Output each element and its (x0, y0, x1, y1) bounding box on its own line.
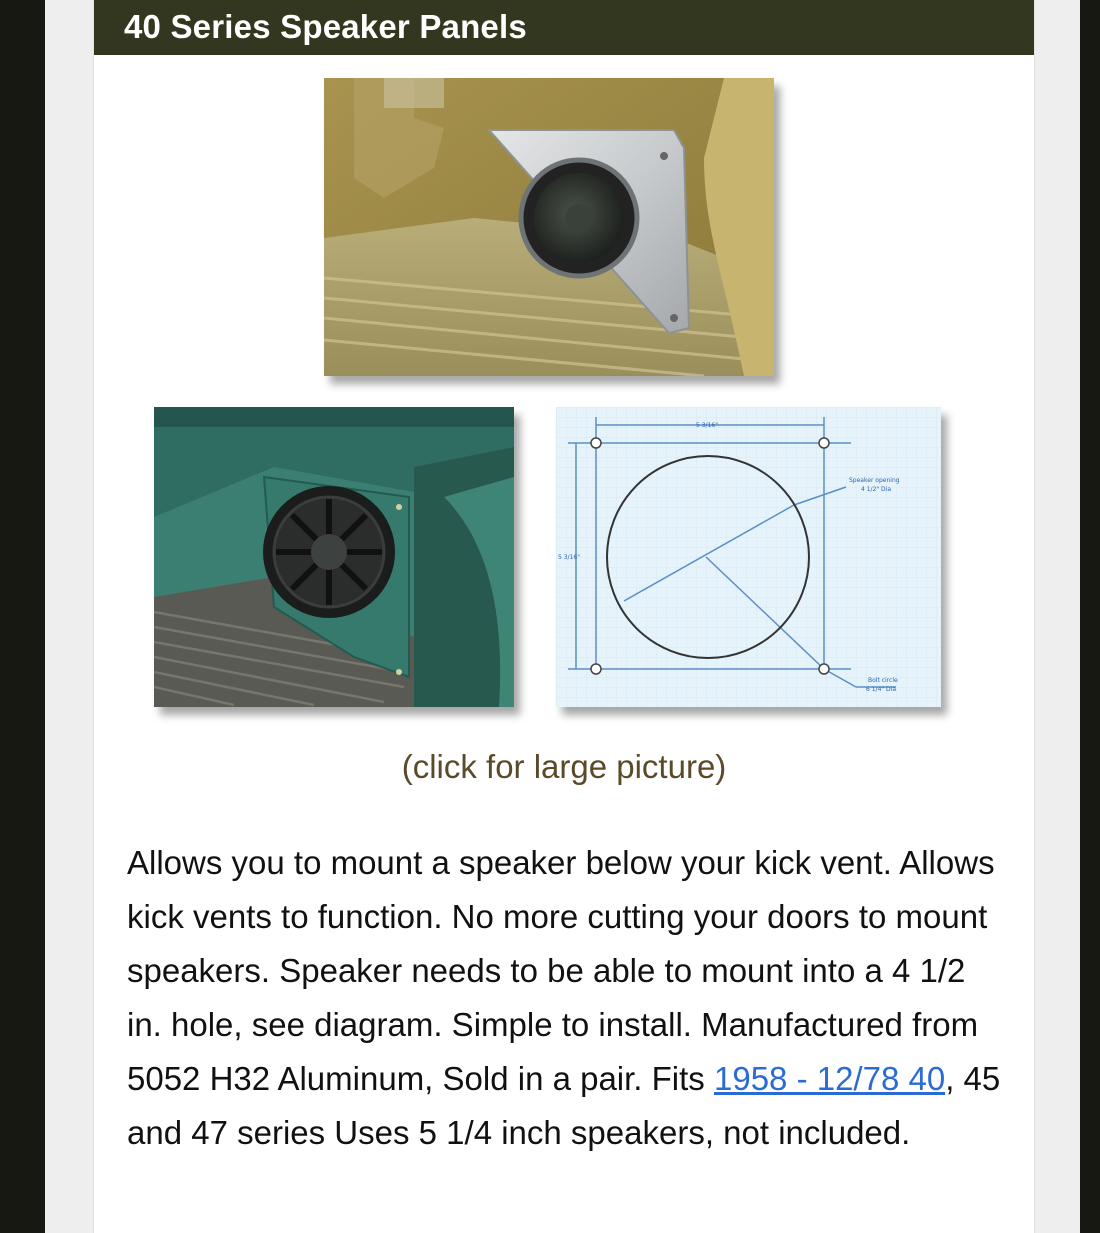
left-photo[interactable] (154, 407, 514, 707)
diagram-image[interactable] (556, 407, 941, 707)
large-picture-caption[interactable]: (click for large picture) (401, 748, 727, 785)
product-description (127, 836, 1007, 1160)
description-text-end: , 45 and 47 series Uses 5 1/4 inch speakers, not included. (127, 1060, 1001, 1151)
fits-model-link[interactable]: 1958 - 12/78 40 (713, 1060, 946, 1097)
panel-header (94, 0, 1034, 55)
panel-title: 40 Series Speaker Panels (124, 8, 527, 45)
diagram-speaker-opening: Speaker opening (849, 477, 900, 484)
page-background (45, 0, 1080, 1233)
product-panel (93, 0, 1035, 1233)
diagram-bolt-circle-size: 6 1/4" Dia (866, 686, 897, 693)
diagram-top-dimension: 5 3/16" (696, 422, 718, 429)
description-text-start: Allows you to mount a speaker below your kick vent. Allows kick vents to function. No more cutting your doors to mount speakers. Speaker needs to be able to mount into a 4 1/2 in. hole, see diagram. Simple to install. Manufactured from 5052 H32 Aluminum, Sold in a pair. Fits (127, 844, 995, 1097)
top-photo[interactable] (324, 78, 774, 376)
diagram-speaker-opening-size: 4 1/2" Dia (861, 486, 892, 493)
diagram-bolt-circle: Bolt circle (868, 677, 898, 684)
diagram-side-dimension: 5 3/16" (558, 554, 580, 561)
